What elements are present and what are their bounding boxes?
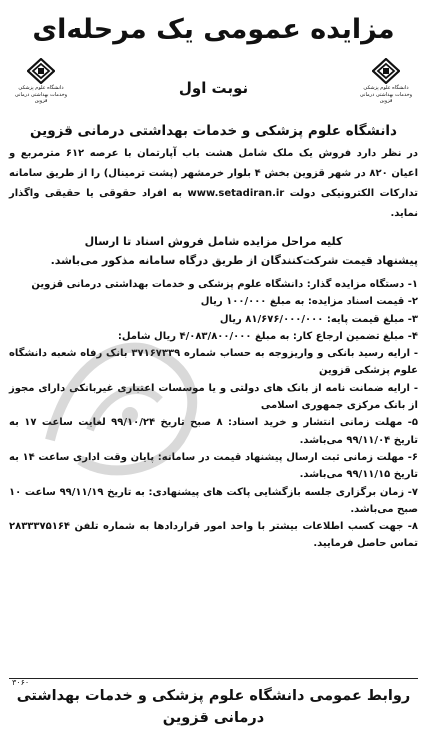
list-item: ۴- مبلغ تضمین ارجاع کار: به مبلغ ۴/۰۸۳/۸۰۰/۰۰۰ ریال شامل: (117, 330, 418, 342)
footer-signature: روابط عمومی دانشگاه علوم پزشکی و خدمات بهداشتی درمانی قزوین (9, 678, 418, 729)
list-item: ۲- قیمت اسناد مزایده: به مبلغ ۱۰۰/۰۰۰ ریال (200, 296, 418, 308)
section-title-line2: پیشنهاد قیمت شرکت‌کنندگان از طریق درگاه سامانه مذکور می‌باشد. (50, 254, 418, 267)
main-title: مزایده عمومی یک مرحله‌ای (32, 14, 395, 45)
terms-list (9, 276, 418, 553)
list-item: ۱- دستگاه مزایده گذار: دانشگاه علوم پزشکی و خدمات بهداشتی درمانی قزوین (31, 279, 418, 290)
logo-caption-line1: دانشگاه علوم پزشکی (363, 85, 409, 91)
logo-caption-line1: دانشگاه علوم پزشکی (18, 85, 64, 91)
list-item: ۶- مهلت زمانی ثبت ارسال پیشنهاد قیمت در سامانه: پایان وقت اداری ساعت ۱۴ به تاریخ ۹۹/۱۱/۱۵ می‌باشد. (9, 451, 418, 481)
list-item: ۵- مهلت زمانی انتشار و خرید اسناد: ۸ صبح تاریخ ۹۹/۱۰/۲۴ لغایت ساعت ۱۷ به تاریخ ۹۹/۱۱/۰۴ می‌باشد. (9, 417, 418, 446)
logo-caption-line2: وخدمات بهداشتی درمانی قزوین (359, 92, 413, 104)
section-title (9, 232, 418, 270)
intro-paragraph: در نظر دارد فروش یک ملک شامل هشت باب آپارتمان با عرصه ۶۱۲ مترمربع و اعیان ۸۲۰ در شهر قزوین بخش ۴ بلوار خرمشهر (پشت ترمینال) را از طریق سامانه تدارکات الکترونیکی دولت www.setadiran.ir به افراد حقوقی یا حقیقی واگذار نماید. (9, 148, 418, 219)
list-item: ۸- جهت کسب اطلاعات بیشتر با واحد امور قراردادها به شماره تلفن ۲۸۳۳۳۷۵۱۶۴ تماس حاصل فرمایید. (9, 521, 418, 550)
list-item: - ارایه ضمانت نامه از بانک های دولتی و یا موسسات اعتباری غیربانکی دارای مجوز از بانک مرکزی جمهوری اسلامی (9, 382, 418, 412)
header (9, 10, 418, 139)
university-logo-icon (372, 58, 400, 84)
round-label: نوبت اول (178, 79, 249, 97)
section-title-line1: کلیه مراحل مزایده شامل فروش اسناد تا ارسال (84, 235, 343, 248)
logo-caption-line2: وخدمات بهداشتی درمانی قزوین (14, 92, 68, 104)
list-item: - ارایه رسید بانکی و واریزوجه به حساب شماره ۳۷۱۶۷۳۳۹ بانک رفاه شعبه دانشگاه علوم پزشکی قزوین (9, 348, 418, 377)
list-item: ۷- زمان برگزاری جلسه بازگشایی پاکت های پیشنهادی: به تاریخ ۹۹/۱۱/۱۹ ساعت ۱۰ صبح می‌باشد. (9, 486, 418, 515)
university-name: دانشگاه علوم پزشکی و خدمات بهداشتی درمانی قزوین (30, 123, 397, 139)
university-logo-right (356, 58, 416, 104)
university-logo-left (11, 58, 71, 104)
list-item: ۳- مبلغ قیمت پایه: ۸۱/۶۷۶/۰۰۰/۰۰۰ ریال (219, 313, 418, 325)
footer-number: ۳۰۶۰ (12, 678, 30, 687)
university-logo-icon (27, 58, 55, 84)
